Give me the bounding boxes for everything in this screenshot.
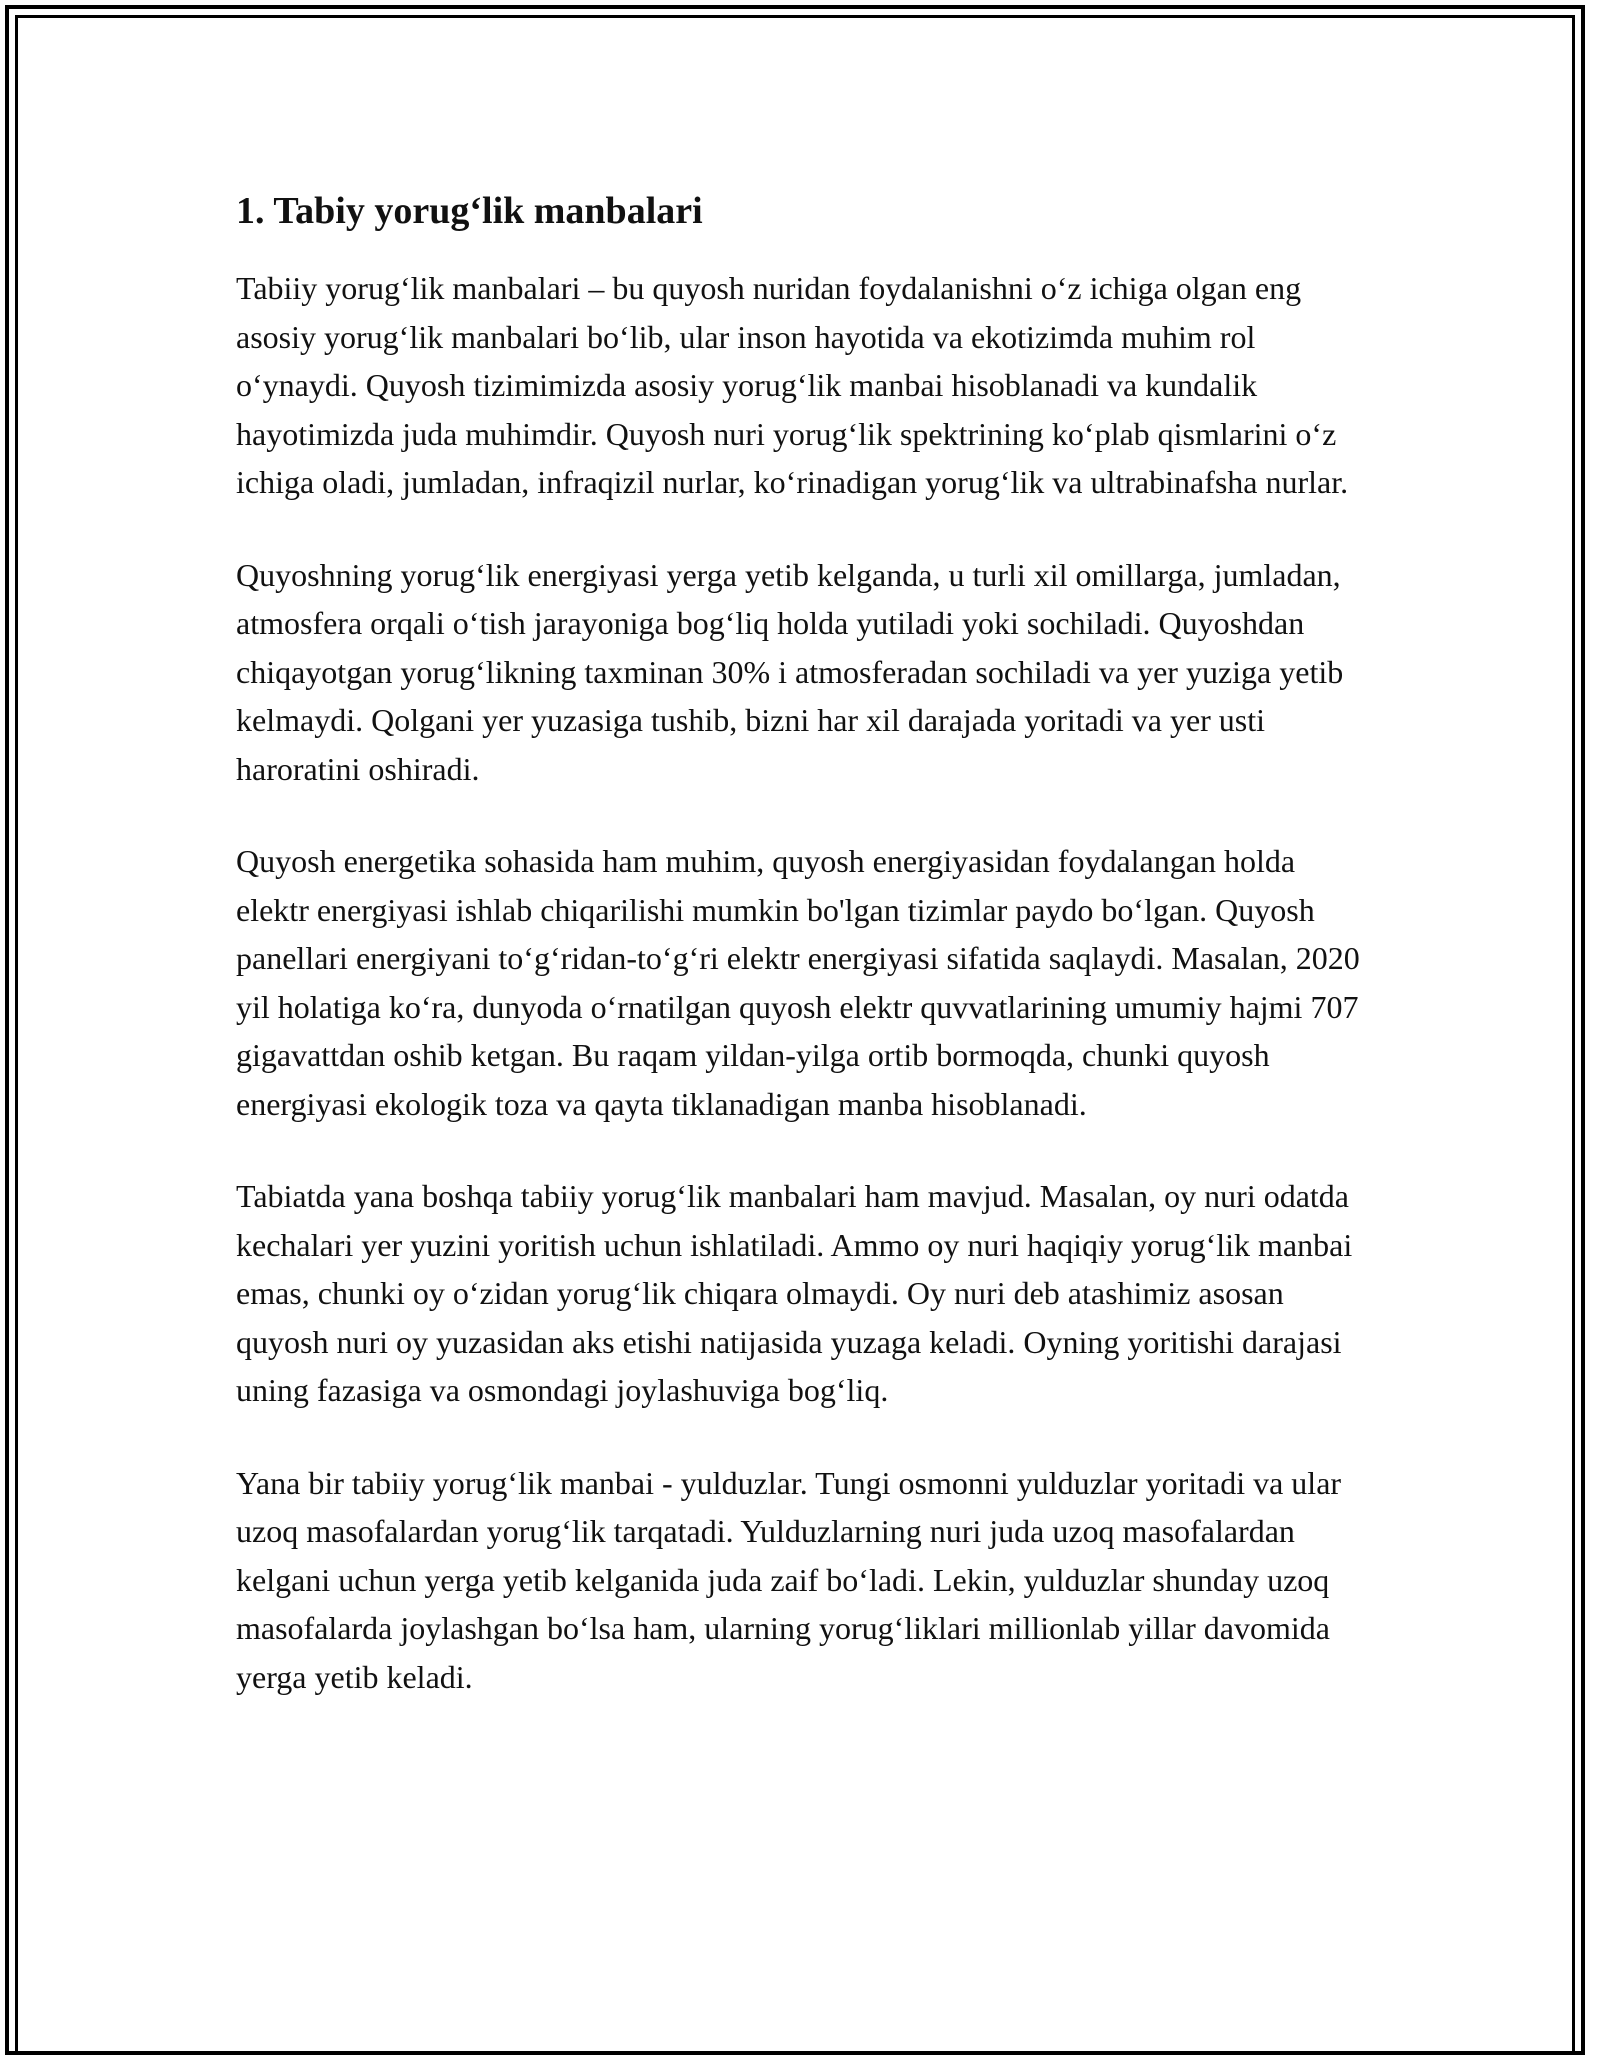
paragraph-2: Quyoshning yorug‘lik energiyasi yerga yetib kelganda, u turli xil omillarga, jumladan, atmosfera orqali o‘tish jarayoniga bog‘liq holda yutiladi yoki sochiladi. Quyoshdan chiqayotgan yorug‘likning taxminan 30% i atmosferadan sochiladi va yer yuziga yetib kelmaydi. Qolgani yer yuzasiga tushib, bizni har xil darajada yoritadi va yer usti haroratini oshiradi.: [236, 556, 1344, 787]
document-body: [236, 186, 1364, 1745]
paragraph-3: Quyosh energetika sohasida ham muhim, quyosh energiyasidan foydalangan holda elektr energiyasi ishlab chiqarilishi mumkin bo'lgan tizimlar paydo bo‘lgan. Quyosh panellari energiyani to‘g‘ridan-to‘g‘ri elektr energiyasi sifatida saqlaydi. Masalan, 2020 yil holatiga ko‘ra, dunyoda o‘rnatilgan quyosh elektr quvvatlarining umumiy hajmi 707 gigavattdan oshib ketgan. Bu raqam yildan-yilga ortib bormoqda, chunki quyosh energiyasi ekologik toza va qayta tiklanadigan manba hisoblanadi.: [236, 843, 1360, 1122]
paragraph-1: Tabiiy yorug‘lik manbalari – bu quyosh nuridan foydalanishni o‘z ichiga olgan eng asosiy yorug‘lik manbalari bo‘lib, ular inson hayotida va ekotizimda muhim rol o‘ynaydi. Quyosh tizimimizda asosiy yorug‘lik manbai hisoblanadi va kundalik hayotimizda juda muhimdir. Quyosh nuri yorug‘lik spektrining ko‘plab qismlarini o‘z ichiga oladi, jumladan, infraqizil nurlar, ko‘rinadigan yorug‘lik va ultrabinafsha nurlar.: [236, 270, 1349, 500]
paragraph-5: Yana bir tabiiy yorug‘lik manbai - yulduzlar. Tungi osmonni yulduzlar yoritadi va ular uzoq masofalardan yorug‘lik tarqatadi. Yulduzlarning nuri juda uzoq masofalardan kelgani uchun yerga yetib kelganida juda zaif bo‘ladi. Lekin, yulduzlar shunday uzoq masofalarda joylashgan bo‘lsa ham, ularning yorug‘liklari millionlab yillar davomida yerga yetib keladi.: [236, 1464, 1342, 1695]
paragraph-4: Tabiatda yana boshqa tabiiy yorug‘lik manbalari ham mavjud. Masalan, oy nuri odatda kechalari yer yuzini yoritish uchun ishlatiladi. Ammo oy nuri haqiqiy yorug‘lik manbai emas, chunki oy o‘zidan yorug‘lik chiqara olmaydi. Oy nuri deb atashimiz asosan quyosh nuri oy yuzasidan aks etishi natijasida yuzaga keladi. Oyning yoritishi darajasi uning fazasiga va osmondagi joylashuviga bog‘liq.: [236, 1178, 1353, 1408]
section-heading: 1. Tabiy yorug‘lik manbalari: [236, 190, 703, 232]
